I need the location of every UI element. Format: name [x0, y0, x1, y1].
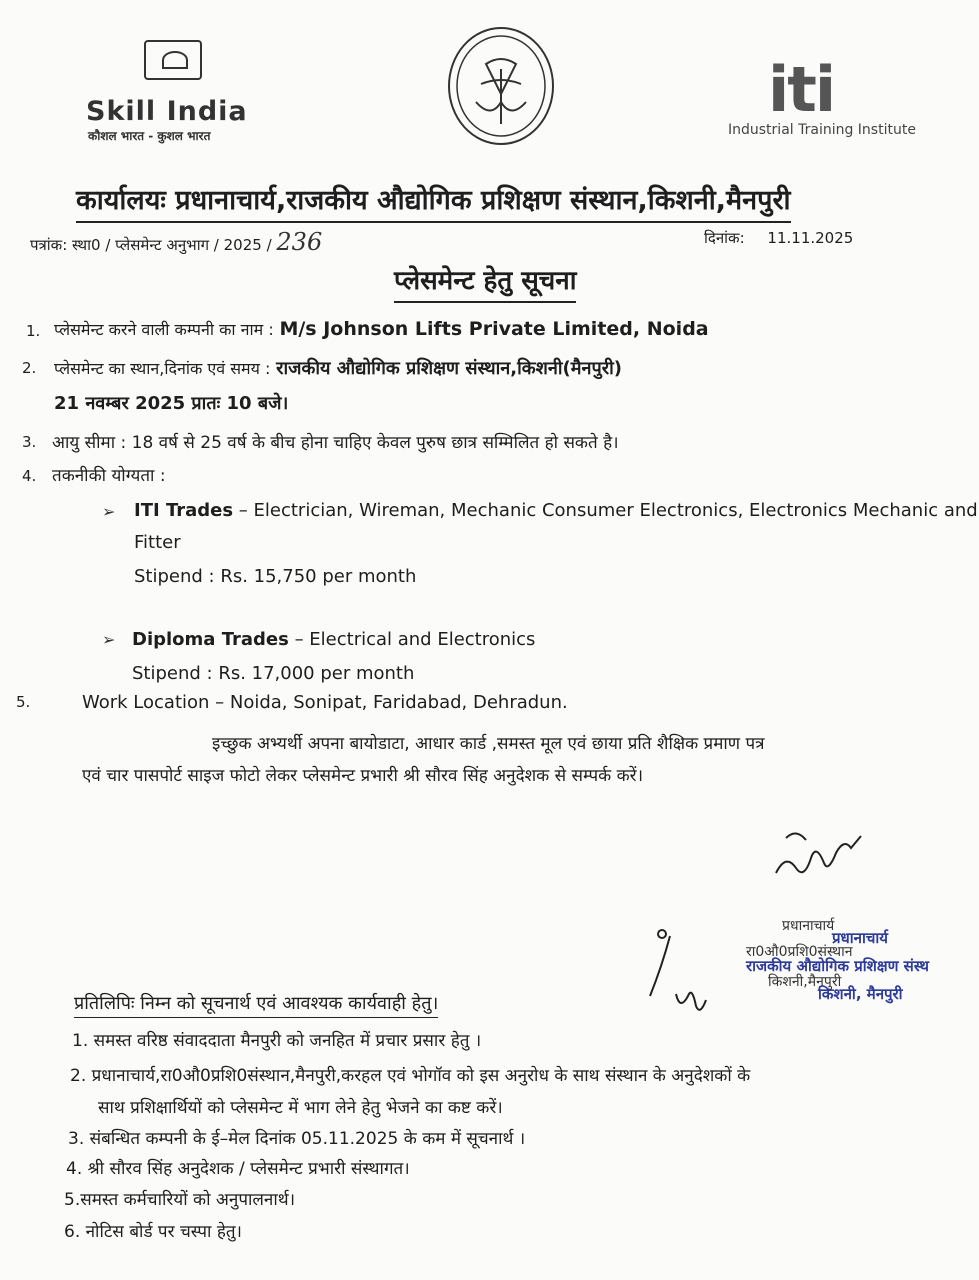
copy-item-5: 5.समस्त कर्मचारियों को अनुपालनार्थ।	[64, 1190, 296, 1210]
copy-item-2: 2. प्रधानाचार्य,रा0औ0प्रशि0संस्थान,मैनपुरी,करहल एवं भोगॉव को इस अनुरोध के साथ संस्थान के अनुदेशकों के	[70, 1066, 751, 1086]
copy-item-1: 1. समस्त वरिष्ठ संवाददाता मैनपुरी को जनहित में प्रचार प्रसार हेतु ।	[72, 1031, 482, 1051]
handwritten-initials	[640, 926, 710, 1018]
technical-qualification-label: तकनीकी योग्यता :	[52, 466, 166, 486]
skill-india-logo	[86, 40, 266, 144]
diploma-trades-list: – Electrical and Electronics	[288, 629, 536, 650]
skill-india-tagline: कौशल भारत - कुशल भारत	[88, 129, 211, 143]
diploma-stipend: Stipend : Rs. 17,000 per month	[132, 663, 415, 684]
placement-date-time: 21 नवम्बर 2025 प्रातः 10 बजे।	[54, 393, 289, 414]
diploma-trades	[132, 629, 535, 650]
stamp-institute: राजकीय औद्योगिक प्रशिक्षण संस्थ	[746, 957, 929, 975]
notice-title: प्लेसमेन्ट हेतु सूचना	[394, 261, 576, 303]
stamp-designation: प्रधानाचार्य	[832, 929, 888, 947]
date-label: दिनांक:	[704, 229, 745, 247]
item-1	[54, 318, 709, 340]
iti-logo-mark: iti	[768, 53, 835, 126]
item-3-number: 3.	[22, 433, 37, 451]
item-2	[54, 356, 622, 380]
item-5-number: 5.	[16, 693, 31, 711]
reference-prefix: पत्रांक: स्था0 / प्लेसमेन्ट अनुभाग / 2025 /	[30, 236, 272, 254]
principal-signature	[766, 818, 876, 888]
copy-item-3: 3. संबन्धित कम्पनी के ई–मेल दिनांक 05.11.2025 के कम में सूचनार्थ ।	[68, 1129, 526, 1149]
work-location: Work Location – Noida, Sonipat, Faridabad, Dehradun.	[82, 692, 568, 713]
age-limit: आयु सीमा : 18 वर्ष से 25 वर्ष के बीच होना चाहिए केवल पुरुष छात्र सम्मिलित हो सकते है।	[52, 433, 619, 453]
signature-designation: प्रधानाचार्य	[782, 918, 835, 934]
iti-trades-title: ITI Trades	[134, 500, 234, 521]
bullet-arrow-icon: ➢	[102, 502, 116, 521]
reference-handwritten-number: 236	[276, 228, 323, 256]
date-value: 11.11.2025	[767, 229, 854, 247]
letter-date	[704, 228, 853, 248]
copy-item-2-cont: साथ प्रशिक्षार्थियों को प्लेसमेन्ट में भाग लेने हेतु भेजने का कष्ट करें।	[98, 1098, 503, 1118]
iti-logo-name: Industrial Training Institute	[728, 122, 916, 138]
iti-trades	[134, 500, 978, 521]
copy-item-6: 6. नोटिस बोर्ड पर चस्पा हेतु।	[64, 1222, 242, 1242]
up-government-emblem	[446, 24, 556, 148]
item-1-label: प्लेसमेन्ट करने वाली कम्पनी का नाम :	[54, 320, 274, 339]
iti-trades-list-cont: Fitter	[134, 532, 181, 553]
skill-india-emblem-icon	[144, 40, 202, 80]
up-emblem-icon	[446, 24, 556, 148]
reference-number	[30, 228, 322, 256]
item-1-number: 1.	[26, 322, 41, 340]
diploma-trades-title: Diploma Trades	[132, 629, 289, 650]
skill-india-name: Skill India	[86, 96, 248, 127]
placement-venue: राजकीय औद्योगिक प्रशिक्षण संस्थान,किशनी(मैनपुरी)	[276, 358, 622, 379]
bullet-arrow-icon: ➢	[102, 630, 116, 649]
office-title: कार्यालयः प्रधानाचार्य,राजकीय औद्योगिक प्रशिक्षण संस्थान,किशनी,मैनपुरी	[76, 180, 791, 223]
instruction-line-1: इच्छुक अभ्यर्थी अपना बायोडाटा, आधार कार्ड ,समस्त मूल एवं छाया प्रति शैक्षिक प्रमाण पत्र	[212, 734, 765, 754]
item-4-number: 4.	[22, 467, 37, 485]
iti-logo	[728, 53, 928, 138]
copy-to-title: प्रतिलिपिः निम्न को सूचनार्थ एवं आवश्यक कार्यवाही हेतु।	[74, 991, 438, 1018]
copy-item-4: 4. श्री सौरव सिंह अनुदेशक / प्लेसमेन्ट प्रभारी संस्थागत।	[66, 1159, 410, 1179]
item-2-label: प्लेसमेन्ट का स्थान,दिनांक एवं समय :	[54, 359, 271, 378]
stamp-location: किशनी, मैनपुरी	[818, 985, 903, 1003]
company-name: M/s Johnson Lifts Private Limited, Noida	[279, 318, 709, 340]
item-2-number: 2.	[22, 359, 37, 377]
instruction-line-2: एवं चार पासपोर्ट साइज फोटो लेकर प्लेसमेन्ट प्रभारी श्री सौरव सिंह अनुदेशक से सम्पर्क करें।	[82, 766, 644, 786]
signature-location: किशनी,मैनपुरी	[768, 974, 842, 990]
signature-institute: रा0औ0प्रशि0संस्थान	[746, 944, 853, 960]
iti-trades-list: – Electrician, Wireman, Mechanic Consumer Electronics, Electronics Mechanic and	[233, 500, 978, 521]
iti-stipend: Stipend : Rs. 15,750 per month	[134, 566, 417, 587]
